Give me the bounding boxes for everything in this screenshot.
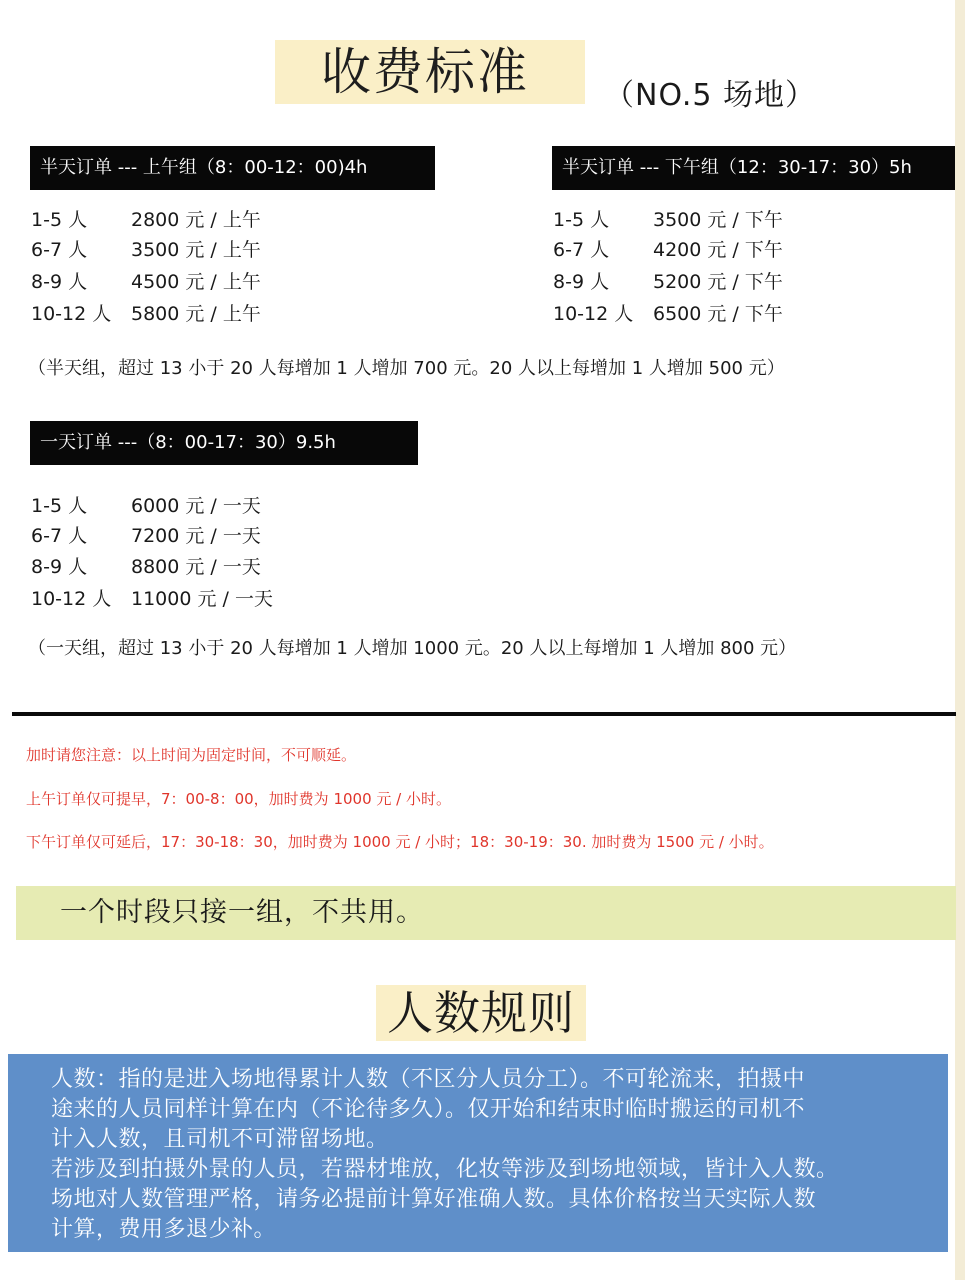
price-value: 3500 元 / 下午 [653, 209, 783, 231]
pm-price-row [553, 302, 783, 326]
full-day-note: （一天组，超过 13 小于 20 人每增加 1 人增加 1000 元。20 人以上每增加 1 人增加 800 元） [28, 638, 797, 659]
pm-group-header: 半天订单 --- 下午组（12：30-17：30）5h [552, 146, 955, 190]
price-value: 6500 元 / 下午 [653, 303, 783, 325]
price-value: 4500 元 / 上午 [131, 271, 261, 293]
people-range: 10-12 人 [31, 303, 112, 325]
day-price-row [31, 587, 273, 611]
overtime-note: 上午订单仅可提早，7：00-8：00，加时费为 1000 元 / 小时。 [26, 790, 451, 808]
people-range: 1-5 人 [553, 209, 610, 231]
rules-line: 计入人数，且司机不可滞留场地。 [51, 1127, 389, 1152]
rules-line: 途来的人员同样计算在内（不论待多久）。仅开始和结束时临时搬运的司机不 [51, 1097, 806, 1122]
rules-line: 人数：指的是进入场地得累计人数（不区分人员分工）。不可轮流来，拍摄中 [51, 1067, 806, 1092]
page-title: 收费标准 [321, 43, 529, 101]
price-value: 6000 元 / 一天 [131, 495, 261, 517]
pm-price-row [553, 270, 783, 294]
rules-title: 人数规则 [387, 986, 575, 1040]
pm-price-row [553, 208, 783, 232]
price-value: 7200 元 / 一天 [131, 525, 261, 547]
price-value: 5800 元 / 上午 [131, 303, 261, 325]
am-group-header: 半天订单 --- 上午组（8：00-12：00)4h [30, 146, 435, 190]
price-value: 2800 元 / 上午 [131, 209, 261, 231]
people-range: 1-5 人 [31, 495, 88, 517]
day-price-row [31, 524, 261, 548]
people-range: 8-9 人 [31, 271, 88, 293]
rules-line: 若涉及到拍摄外景的人员，若器材堆放，化妆等涉及到场地领域，皆计入人数。 [51, 1157, 839, 1182]
price-value: 4200 元 / 下午 [653, 239, 783, 261]
am-price-row [31, 302, 261, 326]
overtime-note: 下午订单仅可延后，17：30-18：30，加时费为 1000 元 / 小时；18：30-19：30. 加时费为 1500 元 / 小时。 [26, 833, 774, 851]
people-range: 8-9 人 [553, 271, 610, 293]
pm-price-row [553, 238, 783, 262]
one-group-notice: 一个时段只接一组，不共用。 [60, 897, 424, 928]
am-price-row [31, 208, 261, 232]
rules-line: 场地对人数管理严格，请务必提前计算好准确人数。具体价格按当天实际人数 [51, 1187, 817, 1212]
price-value: 3500 元 / 上午 [131, 239, 261, 261]
am-price-row [31, 270, 261, 294]
price-value: 11000 元 / 一天 [131, 588, 273, 610]
price-value: 8800 元 / 一天 [131, 556, 261, 578]
section-divider [12, 712, 956, 716]
half-day-note: （半天组，超过 13 小于 20 人每增加 1 人增加 700 元。20 人以上每增加 1 人增加 500 元） [28, 358, 785, 379]
people-range: 1-5 人 [31, 209, 88, 231]
people-range: 6-7 人 [553, 239, 610, 261]
price-value: 5200 元 / 下午 [653, 271, 783, 293]
overtime-note: 加时请您注意：以上时间为固定时间，不可顺延。 [26, 746, 357, 764]
people-range: 10-12 人 [553, 303, 634, 325]
rules-line: 计算，费用多退少补。 [51, 1217, 277, 1242]
people-range: 6-7 人 [31, 239, 88, 261]
venue-label: （NO.5 场地） [604, 78, 816, 113]
people-range: 6-7 人 [31, 525, 88, 547]
people-range: 8-9 人 [31, 556, 88, 578]
day-price-row [31, 494, 261, 518]
day-price-row [31, 555, 261, 579]
people-range: 10-12 人 [31, 588, 112, 610]
day-group-header: 一天订单 ---（8：00-17：30）9.5h [30, 421, 418, 465]
am-price-row [31, 238, 261, 262]
right-edge-strip [955, 0, 965, 1280]
